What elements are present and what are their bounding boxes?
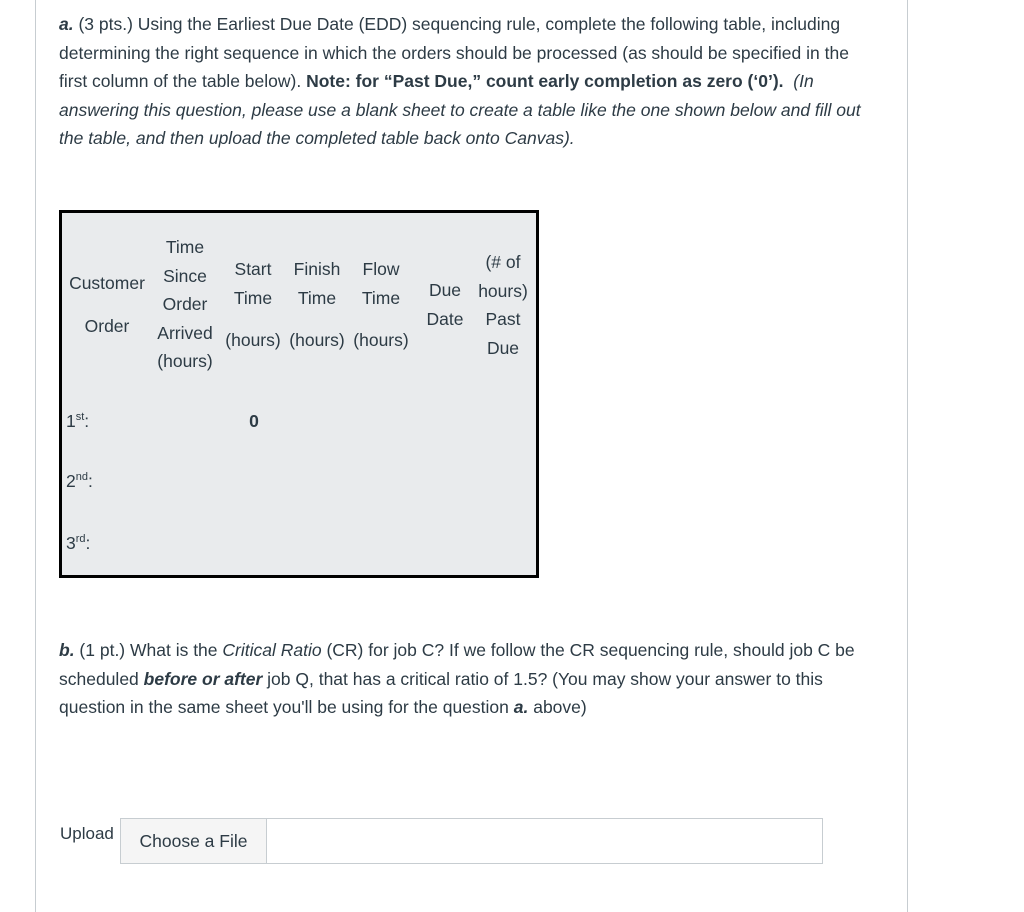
header-order: Order [84, 316, 130, 336]
header-time-since: Time Since Order Arrived (hours) [157, 237, 213, 372]
header-customer: Customer [69, 273, 145, 293]
header-start: Start Time (hours) [225, 259, 281, 351]
question-a-label: a. [59, 14, 74, 34]
question-b-label: b. [59, 640, 75, 660]
question-a-note: Note: for “Past Due,” count early completion as zero (‘0’). [306, 71, 784, 92]
row-label-3: 3rd: [66, 533, 91, 553]
row-label-1: 1st: [66, 411, 90, 431]
before-or-after-term: before or after [143, 668, 263, 689]
upload-label: Upload [60, 824, 114, 843]
question-b-text: b. (1 pt.) What is the Critical Ratio (CR) for job C? If we follow the CR sequencing rule, should job C be scheduled before or after job Q, that has a critical ratio of 1.5? (You may show your answer to this question in the same sheet you'll be using for the question a. above) [59, 640, 855, 718]
header-flow: Flow Time (hours) [353, 259, 409, 351]
row-label-2: 2nd: [66, 471, 93, 491]
first-start-time-value: 0 [249, 411, 259, 431]
edd-table [59, 210, 539, 578]
question-a-body: (3 pts.) Using the Earliest Due Date (EDD) sequencing rule, complete the following table, including determining the right sequence in which the orders should be processed (as should be specified in the first column of the table below). [59, 14, 849, 92]
choose-file-button[interactable]: Choose a File [121, 819, 267, 863]
question-a-reference: a. [513, 697, 529, 718]
critical-ratio-term: Critical Ratio [222, 640, 322, 660]
header-past-due: (# of hours) Past Due [478, 252, 528, 358]
header-finish: Finish Time (hours) [289, 259, 345, 351]
question-a-text [59, 10, 879, 153]
header-due-date: Due Date [426, 280, 464, 329]
question-a-instructions: (In answering this question, please use a blank sheet to create a table like the one shown below and fill out the table, and then upload the completed table back onto Canvas). [59, 71, 861, 149]
